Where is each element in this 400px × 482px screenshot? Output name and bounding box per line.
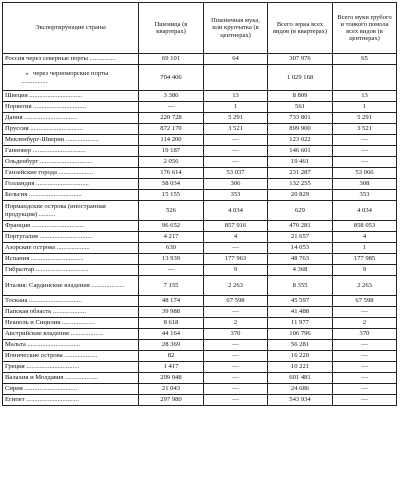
country-name: Ольденбург ................................ <box>5 158 93 166</box>
wheat-cell: — <box>139 265 204 276</box>
country-cell <box>3 135 139 146</box>
country-name: Египет ................................ <box>5 396 79 404</box>
header-country: Экспортирующие страны <box>3 3 139 54</box>
table-row <box>3 54 397 65</box>
country-cell <box>3 157 139 168</box>
table-row <box>3 384 397 395</box>
country-name: Папская область .................... <box>5 308 86 316</box>
export-table <box>2 2 397 406</box>
grain-total-cell: 14 053 <box>268 243 333 254</box>
flour-cell: 1 <box>204 102 268 113</box>
wheat-cell: — <box>139 102 204 113</box>
flour-total-cell: — <box>333 395 397 406</box>
wheat-cell: 13 939 <box>139 254 204 265</box>
wheat-cell: 8 618 <box>139 318 204 329</box>
table-row <box>3 232 397 243</box>
country-name: Дания ................................ <box>5 114 77 122</box>
country-name: Бельгия ................................ <box>5 191 82 199</box>
country-name: Испания ................................ <box>5 255 84 263</box>
flour-cell: 9 <box>204 265 268 276</box>
country-name: Валахия и Молдавия .................... <box>5 374 99 382</box>
flour-cell: 67 598 <box>204 296 268 307</box>
table-row <box>3 307 397 318</box>
flour-total-cell: — <box>333 351 397 362</box>
country-name: Ионические острова .................... <box>5 352 98 360</box>
wheat-cell: 96 652 <box>139 221 204 232</box>
flour-total-cell: — <box>333 340 397 351</box>
country-cell <box>3 102 139 113</box>
wheat-cell: 28 369 <box>139 340 204 351</box>
grain-total-cell: 231 287 <box>268 168 333 179</box>
table-row <box>3 362 397 373</box>
country-cell <box>3 276 139 296</box>
flour-total-cell: 858 053 <box>333 221 397 232</box>
country-name: Азорские острова .................... <box>5 244 90 252</box>
wheat-cell: 69 101 <box>139 54 204 65</box>
country-cell <box>3 307 139 318</box>
wheat-cell: 630 <box>139 243 204 254</box>
grain-total-cell: 11 977 <box>268 318 333 329</box>
table-row <box>3 296 397 307</box>
flour-total-cell: 67 598 <box>333 296 397 307</box>
wheat-cell: 21 043 <box>139 384 204 395</box>
grain-total-cell: 733 801 <box>268 113 333 124</box>
country-cell <box>3 190 139 201</box>
flour-total-cell: — <box>333 384 397 395</box>
country-cell <box>3 329 139 340</box>
country-cell <box>3 113 139 124</box>
grain-total-cell: 1 029 168 <box>268 65 333 91</box>
flour-total-cell: 4 034 <box>333 201 397 221</box>
grain-total-cell: 24 686 <box>268 384 333 395</box>
grain-total-cell: 146 601 <box>268 146 333 157</box>
flour-total-cell: 353 <box>333 190 397 201</box>
flour-cell: 2 <box>204 318 268 329</box>
country-name: Тоскана ................................ <box>5 297 82 305</box>
grain-total-cell: 307 976 <box>268 54 333 65</box>
table-row <box>3 124 397 135</box>
flour-total-cell <box>333 65 397 91</box>
country-name: через черноморские порты ................ <box>21 70 109 85</box>
table-row <box>3 157 397 168</box>
flour-total-cell: 2 263 <box>333 276 397 296</box>
wheat-cell: 82 <box>139 351 204 362</box>
country-name: Нормандские острова (иностранная продукция) .......... <box>5 203 106 218</box>
country-cell <box>3 168 139 179</box>
country-name: Неаполь и Сицилия .................... <box>5 319 95 327</box>
country-cell <box>3 254 139 265</box>
flour-total-cell: 65 <box>333 54 397 65</box>
flour-cell: — <box>204 351 268 362</box>
country-cell <box>3 351 139 362</box>
table-row <box>3 265 397 276</box>
grain-total-cell: 8 355 <box>268 276 333 296</box>
flour-cell: — <box>204 340 268 351</box>
flour-total-cell: — <box>333 146 397 157</box>
country-cell <box>3 65 139 91</box>
country-name: Голландия ................................ <box>5 180 89 188</box>
flour-cell: 370 <box>204 329 268 340</box>
country-cell <box>3 124 139 135</box>
flour-cell: — <box>204 362 268 373</box>
flour-total-cell: 177 985 <box>333 254 397 265</box>
flour-cell: 53 037 <box>204 168 268 179</box>
grain-total-cell: 561 <box>268 102 333 113</box>
wheat-cell: 114 200 <box>139 135 204 146</box>
wheat-cell: 19 187 <box>139 146 204 157</box>
flour-cell: 177 963 <box>204 254 268 265</box>
table-row <box>3 146 397 157</box>
country-cell <box>3 384 139 395</box>
country-cell <box>3 54 139 65</box>
table-row <box>3 91 397 102</box>
ditto-marker: » <box>25 70 29 78</box>
header-wheat: Пшеница (в квартерах) <box>139 3 204 54</box>
country-name: Пруссия ................................ <box>5 125 84 133</box>
flour-cell <box>204 65 268 91</box>
country-name: Франция ................................ <box>5 222 85 230</box>
grain-total-cell: 56 281 <box>268 340 333 351</box>
country-name: Россия через северные порты ................ <box>5 55 116 63</box>
country-cell <box>3 296 139 307</box>
flour-total-cell: 3 521 <box>333 124 397 135</box>
country-cell <box>3 91 139 102</box>
grain-total-cell: 10 221 <box>268 362 333 373</box>
wheat-cell: 58 034 <box>139 179 204 190</box>
table-row <box>3 65 397 91</box>
country-cell <box>3 395 139 406</box>
flour-total-cell: 5 291 <box>333 113 397 124</box>
flour-cell: 353 <box>204 190 268 201</box>
table-row <box>3 329 397 340</box>
flour-cell: 5 291 <box>204 113 268 124</box>
grain-total-cell: 601 481 <box>268 373 333 384</box>
flour-cell: 4 034 <box>204 201 268 221</box>
table-row <box>3 373 397 384</box>
country-cell <box>3 232 139 243</box>
table-row <box>3 168 397 179</box>
country-name: Греция ................................ <box>5 363 80 371</box>
country-name: Мальта ................................ <box>5 341 81 349</box>
flour-total-cell: 4 <box>333 232 397 243</box>
grain-total-cell: 48 763 <box>268 254 333 265</box>
wheat-cell: 1 417 <box>139 362 204 373</box>
country-cell <box>3 362 139 373</box>
flour-total-cell: — <box>333 307 397 318</box>
flour-cell: 4 <box>204 232 268 243</box>
country-name: Мекленбург-Шверин .................... <box>5 136 99 144</box>
country-name: Сирия ................................ <box>5 385 78 393</box>
country-name: Норвегия ................................ <box>5 103 87 111</box>
flour-cell: — <box>204 157 268 168</box>
table-row <box>3 276 397 296</box>
flour-cell: 13 <box>204 91 268 102</box>
flour-cell: — <box>204 395 268 406</box>
table-row <box>3 351 397 362</box>
flour-cell: — <box>204 373 268 384</box>
flour-total-cell: 1 <box>333 243 397 254</box>
flour-total-cell: 370 <box>333 329 397 340</box>
grain-total-cell: 16 220 <box>268 351 333 362</box>
flour-total-cell: — <box>333 157 397 168</box>
table-row <box>3 201 397 221</box>
country-cell <box>3 265 139 276</box>
grain-total-cell: 899 900 <box>268 124 333 135</box>
table-row <box>3 243 397 254</box>
wheat-cell: 2 056 <box>139 157 204 168</box>
flour-cell: 64 <box>204 54 268 65</box>
flour-total-cell: 1 <box>333 102 397 113</box>
country-name: Ганзейские города ..................... <box>5 169 94 177</box>
table-row <box>3 113 397 124</box>
header-row <box>3 3 397 54</box>
flour-cell: — <box>204 307 268 318</box>
grain-total-cell: 8 809 <box>268 91 333 102</box>
flour-cell: — <box>204 384 268 395</box>
flour-cell: 857 916 <box>204 221 268 232</box>
wheat-cell: 44 164 <box>139 329 204 340</box>
flour-total-cell: — <box>333 373 397 384</box>
table-row <box>3 395 397 406</box>
grain-total-cell: 20 829 <box>268 190 333 201</box>
flour-cell: 2 263 <box>204 276 268 296</box>
country-cell <box>3 373 139 384</box>
grain-total-cell: 123 022 <box>268 135 333 146</box>
wheat-cell: 176 614 <box>139 168 204 179</box>
table-row <box>3 254 397 265</box>
flour-cell: — <box>204 243 268 254</box>
flour-cell: — <box>204 146 268 157</box>
flour-cell: — <box>204 135 268 146</box>
wheat-cell: 872 170 <box>139 124 204 135</box>
header-flour: Пшеничная мука, или крупчатка (в центнерах) <box>204 3 268 54</box>
grain-total-cell: 470 281 <box>268 221 333 232</box>
wheat-cell: 220 728 <box>139 113 204 124</box>
country-name: Австрийские владения .................... <box>5 330 104 338</box>
wheat-cell: 15 155 <box>139 190 204 201</box>
flour-total-cell: — <box>333 362 397 373</box>
flour-cell: 306 <box>204 179 268 190</box>
country-cell <box>3 201 139 221</box>
country-name: Швеция ................................ <box>5 92 83 100</box>
flour-total-cell: 53 066 <box>333 168 397 179</box>
table-row <box>3 190 397 201</box>
country-name: Италия: Сардинские владения .................... <box>5 281 125 289</box>
flour-total-cell: 13 <box>333 91 397 102</box>
header-flour-total: Всего муки грубого и тонкого помола всех видов (в центнерах) <box>333 3 397 54</box>
wheat-cell: 4 217 <box>139 232 204 243</box>
country-name: Гибралтар ................................ <box>5 266 89 274</box>
table-row <box>3 318 397 329</box>
wheat-cell: 209 048 <box>139 373 204 384</box>
grain-total-cell: 41 488 <box>268 307 333 318</box>
wheat-cell: 297 980 <box>139 395 204 406</box>
grain-total-cell: 19 461 <box>268 157 333 168</box>
country-cell <box>3 318 139 329</box>
wheat-cell: 48 174 <box>139 296 204 307</box>
country-cell <box>3 179 139 190</box>
grain-total-cell: 629 <box>268 201 333 221</box>
country-name: Португалия ................................ <box>5 233 93 241</box>
flour-total-cell: 308 <box>333 179 397 190</box>
table-row <box>3 179 397 190</box>
table-row <box>3 135 397 146</box>
grain-total-cell: 543 934 <box>268 395 333 406</box>
grain-total-cell: 132 255 <box>268 179 333 190</box>
flour-total-cell: 9 <box>333 265 397 276</box>
country-name: Ганновер ................................ <box>5 147 86 155</box>
table-row <box>3 102 397 113</box>
header-grain-total: Всего зерна всех видов (в квартерах) <box>268 3 333 54</box>
country-cell <box>3 340 139 351</box>
grain-total-cell: 4 368 <box>268 265 333 276</box>
country-cell <box>3 243 139 254</box>
table-body <box>3 54 397 406</box>
grain-total-cell: 106 796 <box>268 329 333 340</box>
country-cell <box>3 221 139 232</box>
wheat-cell: 3 386 <box>139 91 204 102</box>
grain-total-cell: 45 597 <box>268 296 333 307</box>
grain-total-cell: 21 657 <box>268 232 333 243</box>
wheat-cell: 526 <box>139 201 204 221</box>
flour-cell: 3 521 <box>204 124 268 135</box>
wheat-cell: 704 406 <box>139 65 204 91</box>
wheat-cell: 39 988 <box>139 307 204 318</box>
flour-total-cell: 2 <box>333 318 397 329</box>
wheat-cell: 7 155 <box>139 276 204 296</box>
country-cell <box>3 146 139 157</box>
flour-total-cell: — <box>333 135 397 146</box>
table-row <box>3 221 397 232</box>
table-row <box>3 340 397 351</box>
